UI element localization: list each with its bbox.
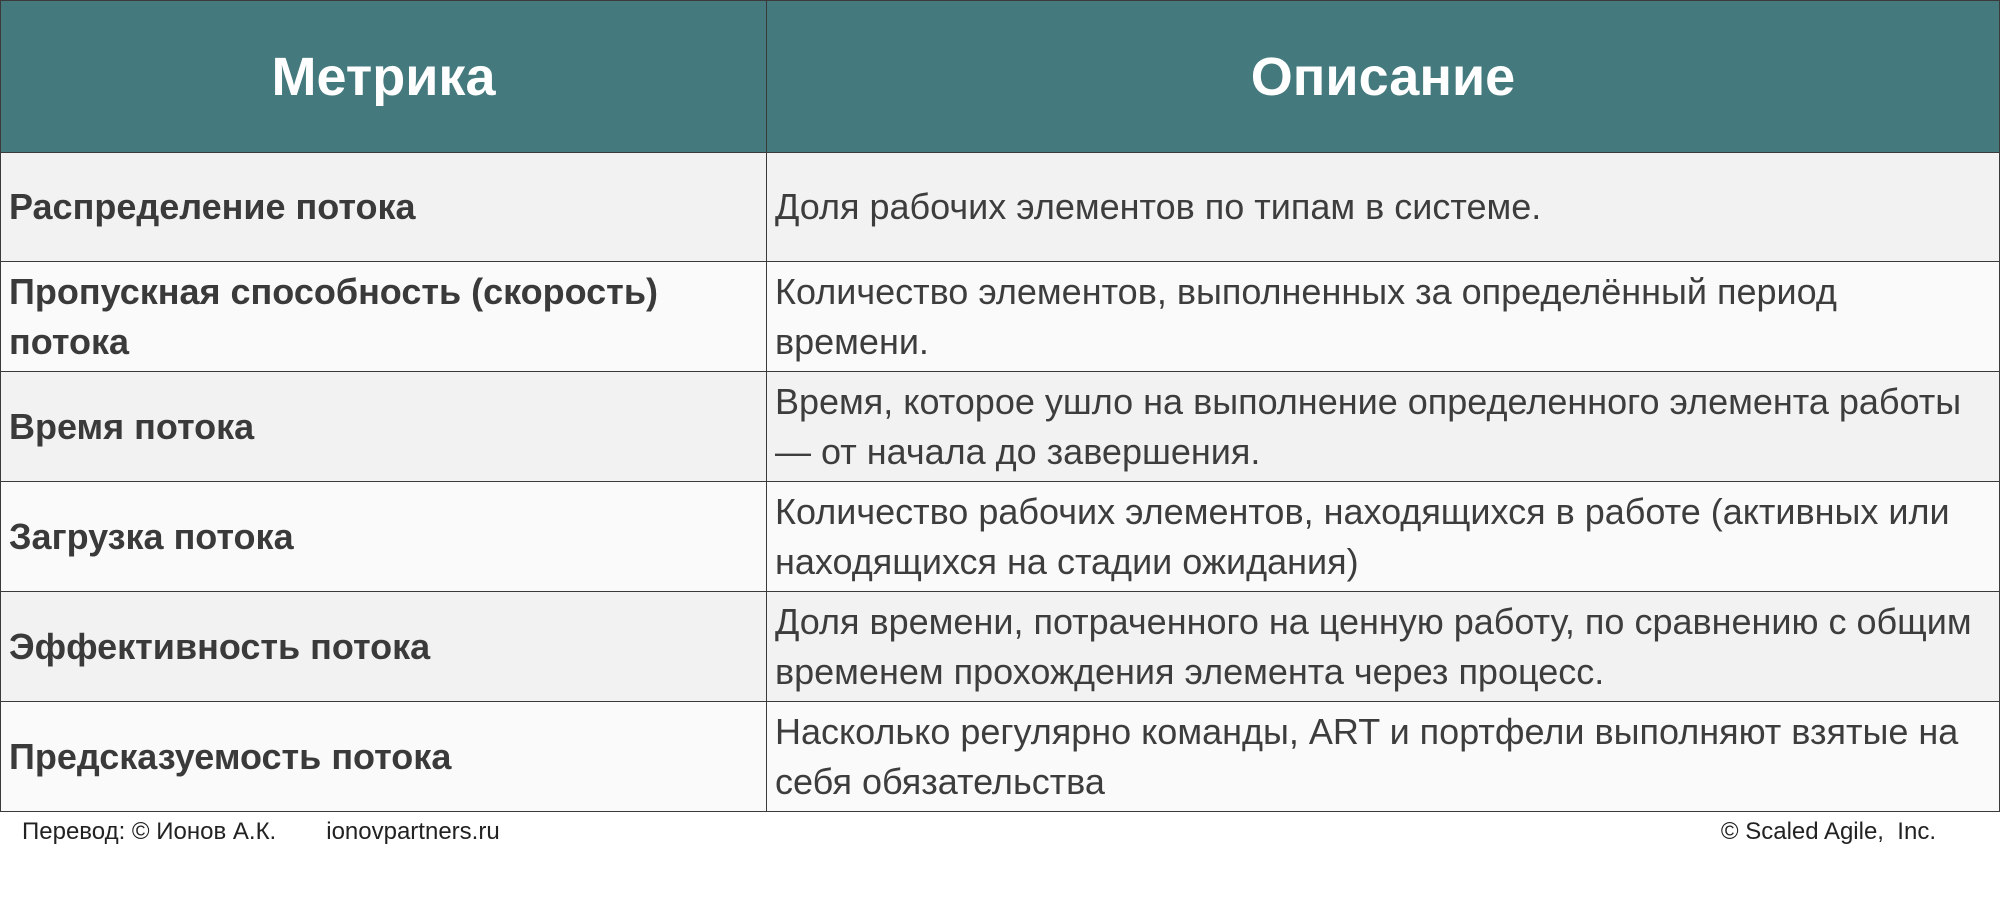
copyright-notice: © Scaled Agile, Inc. bbox=[1720, 818, 1936, 845]
metric-cell: Пропускная способность (скорость) потока bbox=[1, 262, 767, 372]
metric-cell: Эффективность потока bbox=[1, 592, 767, 702]
table-row bbox=[1, 153, 2000, 262]
website-link[interactable]: ionovpartners.ru bbox=[326, 818, 500, 845]
metric-cell: Предсказуемость потока bbox=[1, 702, 767, 812]
metric-cell: Распределение потока bbox=[1, 153, 767, 262]
description-cell: Количество элементов, выполненных за определённый период времени. bbox=[767, 262, 2000, 372]
table-row bbox=[1, 702, 2000, 812]
table-row bbox=[1, 372, 2000, 482]
metric-cell: Время потока bbox=[1, 372, 767, 482]
description-cell: Доля времени, потраченного на ценную работу, по сравнению с общим временем прохождения элемента через процесс. bbox=[767, 592, 2000, 702]
translation-credit: Перевод: © Ионов А.К. bbox=[22, 818, 277, 845]
table-row bbox=[1, 482, 2000, 592]
table-row bbox=[1, 262, 2000, 372]
metric-cell: Загрузка потока bbox=[1, 482, 767, 592]
table-row bbox=[1, 592, 2000, 702]
column-header-description: Описание bbox=[767, 1, 2000, 153]
description-cell: Время, которое ушло на выполнение определенного элемента работы — от начала до завершения. bbox=[767, 372, 2000, 482]
table-header-row bbox=[1, 1, 2000, 153]
description-cell: Количество рабочих элементов, находящихся в работе (активных или находящихся на стадии ожидания) bbox=[767, 482, 2000, 592]
footer-credits bbox=[22, 818, 500, 846]
description-cell: Доля рабочих элементов по типам в системе. bbox=[767, 153, 2000, 262]
description-cell: Насколько регулярно команды, ART и портфели выполняют взятые на себя обязательства bbox=[767, 702, 2000, 812]
column-header-metric: Метрика bbox=[1, 1, 767, 153]
